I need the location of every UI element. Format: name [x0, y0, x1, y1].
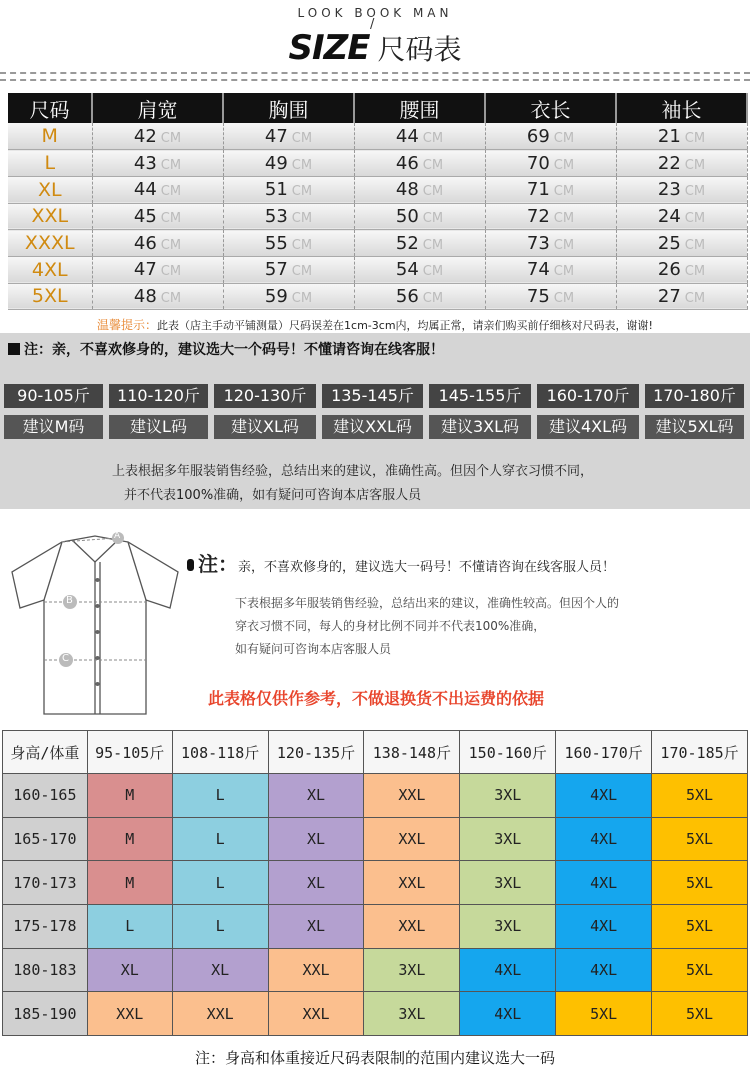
- measure-value: 72: [526, 205, 550, 227]
- measure-value: 51: [264, 179, 288, 201]
- size-cell: 4XL: [556, 774, 652, 818]
- table1-header: 胸围: [223, 93, 354, 123]
- height-range: 170-173: [3, 861, 88, 905]
- size-cell: XL: [172, 948, 268, 992]
- measure-cell: [223, 150, 354, 177]
- size-suggestion-box: 建议XL码: [214, 415, 316, 439]
- size-suggestion-box: 建议L码: [109, 415, 208, 439]
- unit-label: CM: [160, 264, 182, 280]
- measure-value: 26: [657, 259, 681, 281]
- size-cell: 3XL: [460, 774, 556, 818]
- table2-header: 150-160斤: [460, 731, 556, 774]
- unit-label: CM: [291, 130, 313, 146]
- size-cell: L: [172, 861, 268, 905]
- unit-label: CM: [684, 264, 706, 280]
- height-weight-table: [2, 730, 748, 1036]
- measure-cell: [92, 203, 223, 230]
- measure-value: 45: [133, 205, 157, 227]
- measure-cell: [485, 123, 616, 150]
- height-range: 165-170: [3, 817, 88, 861]
- measure-value: 46: [395, 152, 419, 174]
- table2-row: [3, 948, 748, 992]
- table1-row: [8, 230, 747, 257]
- note-line2: 穿衣习惯不同，每人的身材比例不同并不代表100%准确，: [235, 619, 546, 633]
- measure-value: 59: [264, 285, 288, 307]
- weight-range-box: 90-105斤: [4, 384, 103, 408]
- size-cell: 3XL: [460, 817, 556, 861]
- size-label: 4XL: [8, 256, 92, 283]
- measure-cell: [223, 283, 354, 310]
- unit-label: CM: [553, 237, 575, 253]
- table2-header: 身高/体重: [3, 731, 88, 774]
- unit-label: CM: [291, 237, 313, 253]
- size-cell: XL: [268, 905, 364, 949]
- shirt-icon: [0, 528, 190, 718]
- size-cell: XXL: [364, 861, 460, 905]
- measure-value: 57: [264, 259, 288, 281]
- table1-header: 衣长: [485, 93, 616, 123]
- measure-cell: [223, 230, 354, 257]
- measure-value: 73: [526, 232, 550, 254]
- measure-cell: [616, 150, 747, 177]
- measure-cell: [616, 230, 747, 257]
- measure-cell: [223, 176, 354, 203]
- unit-label: CM: [291, 157, 313, 173]
- unit-label: CM: [160, 237, 182, 253]
- measure-cell: [92, 230, 223, 257]
- measure-value: 49: [264, 152, 288, 174]
- weight-range-box: 120-130斤: [214, 384, 316, 408]
- measure-value: 74: [526, 259, 550, 281]
- measure-cell: [616, 176, 747, 203]
- size-cell: XXL: [87, 992, 172, 1036]
- measure-cell: [485, 203, 616, 230]
- unit-label: CM: [160, 157, 182, 173]
- measure-cell: [223, 123, 354, 150]
- weight-range-box: 160-170斤: [537, 384, 639, 408]
- table2-row: [3, 992, 748, 1036]
- measure-cell: [616, 203, 747, 230]
- divider: [0, 72, 750, 74]
- measure-cell: [92, 150, 223, 177]
- unit-label: CM: [160, 184, 182, 200]
- size-label: 5XL: [8, 283, 92, 310]
- table1-row: [8, 150, 747, 177]
- size-label: XL: [8, 176, 92, 203]
- unit-label: CM: [422, 130, 444, 146]
- unit-label: CM: [422, 290, 444, 306]
- bullet-icon: [187, 559, 194, 571]
- point-a-label: A: [114, 531, 121, 541]
- table1-row: [8, 203, 747, 230]
- size-suggestion-box: 建议M码: [4, 415, 103, 439]
- measure-cell: [485, 230, 616, 257]
- unit-label: CM: [160, 210, 182, 226]
- panel-text-line1: 上表根据多年服装销售经验，总结出来的建议，准确性高。但因个人穿衣习惯不同，: [112, 464, 594, 479]
- size-label: L: [8, 150, 92, 177]
- note-line3: 如有疑问可咨询本店客服人员: [235, 642, 392, 656]
- unit-label: CM: [422, 237, 444, 253]
- measure-value: 50: [395, 205, 419, 227]
- measure-value: 24: [657, 205, 681, 227]
- table1-header: 腰围: [354, 93, 485, 123]
- unit-label: CM: [422, 157, 444, 173]
- measure-cell: [485, 283, 616, 310]
- measure-value: 71: [526, 179, 550, 201]
- unit-label: CM: [684, 210, 706, 226]
- table2-header: 108-118斤: [172, 731, 268, 774]
- size-cell: XXL: [364, 817, 460, 861]
- size-cell: L: [172, 774, 268, 818]
- shirt-diagram: [0, 528, 190, 718]
- square-bullet-icon: [8, 343, 20, 355]
- size-cell: 5XL: [652, 817, 748, 861]
- size-suggestion-box: 建议4XL码: [537, 415, 639, 439]
- table1-header: 袖长: [616, 93, 747, 123]
- size-cell: 5XL: [652, 992, 748, 1036]
- size-cell: 5XL: [652, 774, 748, 818]
- size-cell: L: [172, 905, 268, 949]
- unit-label: CM: [553, 290, 575, 306]
- measure-value: 44: [395, 125, 419, 147]
- unit-label: CM: [553, 210, 575, 226]
- size-cell: 4XL: [556, 905, 652, 949]
- size-cell: L: [172, 817, 268, 861]
- measure-cell: [354, 256, 485, 283]
- measure-value: 25: [657, 232, 681, 254]
- unit-label: CM: [422, 210, 444, 226]
- measure-cell: [485, 256, 616, 283]
- unit-label: CM: [553, 184, 575, 200]
- unit-label: CM: [684, 290, 706, 306]
- size-suggestion-box: 建议XXL码: [322, 415, 423, 439]
- weight-range-box: 145-155斤: [429, 384, 531, 408]
- measure-value: 75: [526, 285, 550, 307]
- size-cell: 4XL: [556, 948, 652, 992]
- measure-value: 42: [133, 125, 157, 147]
- note-block: [187, 548, 615, 577]
- table2-row: [3, 861, 748, 905]
- size-cell: L: [87, 905, 172, 949]
- size-cell: XL: [268, 774, 364, 818]
- panel-text-line2: 并不代表100%准确，如有疑问可咨询本店客服人员: [124, 488, 422, 503]
- size-cell: M: [87, 861, 172, 905]
- unit-label: CM: [684, 130, 706, 146]
- measure-value: 47: [264, 125, 288, 147]
- measure-value: 47: [133, 259, 157, 281]
- measure-value: 46: [133, 232, 157, 254]
- height-range: 180-183: [3, 948, 88, 992]
- size-cell: 3XL: [460, 861, 556, 905]
- size-cell: M: [87, 774, 172, 818]
- height-range: 185-190: [3, 992, 88, 1036]
- measure-cell: [223, 203, 354, 230]
- table1-header: 肩宽: [92, 93, 223, 123]
- warm-tip-text: 此表（店主手动平铺测量）尺码误差在1cm-3cm内，均属正常，请亲们购买前仔细核对尺码表，谢谢!: [157, 319, 653, 332]
- measure-value: 69: [526, 125, 550, 147]
- size-cell: 5XL: [652, 948, 748, 992]
- size-cell: 3XL: [364, 948, 460, 992]
- note-text: 亲，不喜欢修身的，建议选大一码号！不懂请咨询在线客服人员！: [238, 560, 616, 575]
- table2-row: [3, 905, 748, 949]
- footer-note: 注：身高和体重接近尺码表限制的范围内建议选大一码: [194, 1049, 555, 1067]
- header-title: [0, 28, 750, 68]
- table2-header: 138-148斤: [364, 731, 460, 774]
- height-range: 175-178: [3, 905, 88, 949]
- size-cell: XXL: [172, 992, 268, 1036]
- measure-value: 23: [657, 179, 681, 201]
- size-cell: XL: [268, 817, 364, 861]
- measure-cell: [354, 150, 485, 177]
- measure-cell: [92, 176, 223, 203]
- unit-label: CM: [160, 290, 182, 306]
- unit-label: CM: [291, 210, 313, 226]
- table2-header: 170-185斤: [652, 731, 748, 774]
- size-cell: 3XL: [460, 905, 556, 949]
- table1-row: [8, 176, 747, 203]
- note-line1: 下表根据多年服装销售经验，总结出来的建议，准确性较高。但因个人的: [235, 596, 620, 610]
- measure-cell: [616, 283, 747, 310]
- measure-cell: [354, 283, 485, 310]
- size-label: XXXL: [8, 230, 92, 257]
- size-cell: XXL: [268, 948, 364, 992]
- measure-value: 43: [133, 152, 157, 174]
- size-cell: XXL: [364, 774, 460, 818]
- measure-cell: [354, 230, 485, 257]
- size-cell: XXL: [268, 992, 364, 1036]
- panel-note-text: 注：亲，不喜欢修身的，建议选大一个码号！不懂请咨询在线客服！: [24, 342, 444, 358]
- unit-label: CM: [553, 157, 575, 173]
- table2-header: 160-170斤: [556, 731, 652, 774]
- measure-value: 21: [657, 125, 681, 147]
- height-range: 160-165: [3, 774, 88, 818]
- measure-cell: [354, 203, 485, 230]
- measure-cell: [92, 256, 223, 283]
- measure-value: 27: [657, 285, 681, 307]
- divider: [0, 79, 750, 81]
- header-slash: /: [370, 17, 375, 32]
- size-cell: XL: [268, 861, 364, 905]
- size-label: XXL: [8, 203, 92, 230]
- measure-value: 48: [133, 285, 157, 307]
- unit-label: CM: [553, 130, 575, 146]
- measure-value: 48: [395, 179, 419, 201]
- measure-cell: [354, 176, 485, 203]
- weight-suggestion-panel: [0, 333, 750, 509]
- measure-value: 55: [264, 232, 288, 254]
- unit-label: CM: [553, 264, 575, 280]
- weight-range-box: 170-180斤: [645, 384, 744, 408]
- measure-value: 54: [395, 259, 419, 281]
- measure-cell: [92, 123, 223, 150]
- size-cell: XXL: [364, 905, 460, 949]
- table2-row: [3, 817, 748, 861]
- measure-value: 56: [395, 285, 419, 307]
- size-cell: XL: [87, 948, 172, 992]
- size-suggestion-box: 建议5XL码: [645, 415, 744, 439]
- size-cell: 4XL: [460, 948, 556, 992]
- unit-label: CM: [291, 184, 313, 200]
- unit-label: CM: [684, 157, 706, 173]
- table1-header: 尺码: [8, 93, 92, 123]
- measure-cell: [485, 176, 616, 203]
- size-suggestion-box: 建议3XL码: [429, 415, 531, 439]
- table1-row: [8, 123, 747, 150]
- unit-label: CM: [160, 130, 182, 146]
- measure-value: 22: [657, 152, 681, 174]
- table2-row: [3, 774, 748, 818]
- unit-label: CM: [291, 290, 313, 306]
- point-b-label: B: [66, 595, 73, 606]
- measure-value: 52: [395, 232, 419, 254]
- reference-disclaimer: 此表格仅供作参考，不做退换货不出运费的依据: [208, 689, 545, 708]
- note-head: 注：: [198, 552, 238, 576]
- unit-label: CM: [684, 184, 706, 200]
- warm-tip: [0, 316, 750, 333]
- size-cell: 3XL: [364, 992, 460, 1036]
- measure-value: 53: [264, 205, 288, 227]
- measure-cell: [92, 283, 223, 310]
- size-label: M: [8, 123, 92, 150]
- panel-note: [8, 339, 444, 359]
- measure-cell: [354, 123, 485, 150]
- measure-value: 70: [526, 152, 550, 174]
- unit-label: CM: [422, 264, 444, 280]
- size-cell: 5XL: [652, 905, 748, 949]
- header-tagline: LOOK BOOK MAN: [297, 6, 453, 20]
- unit-label: CM: [684, 237, 706, 253]
- weight-range-box: 110-120斤: [109, 384, 208, 408]
- table2-header: 95-105斤: [87, 731, 172, 774]
- size-cell: 4XL: [460, 992, 556, 1036]
- point-c-label: C: [62, 653, 69, 664]
- weight-range-box: 135-145斤: [322, 384, 423, 408]
- size-cell: 4XL: [556, 817, 652, 861]
- table1-row: [8, 283, 747, 310]
- size-cell: 5XL: [652, 861, 748, 905]
- size-measure-table: [8, 93, 748, 310]
- size-cell: M: [87, 817, 172, 861]
- table2-header: 120-135斤: [268, 731, 364, 774]
- size-cell: 4XL: [556, 861, 652, 905]
- measure-cell: [485, 150, 616, 177]
- measure-cell: [223, 256, 354, 283]
- measure-cell: [616, 256, 747, 283]
- size-logo: SIZE: [288, 28, 370, 68]
- size-cell: 5XL: [556, 992, 652, 1036]
- measure-value: 44: [133, 179, 157, 201]
- unit-label: CM: [422, 184, 444, 200]
- unit-label: CM: [291, 264, 313, 280]
- table1-row: [8, 256, 747, 283]
- size-chart-title: 尺码表: [377, 33, 462, 66]
- measure-cell: [616, 123, 747, 150]
- warm-tip-label: 温馨提示：: [97, 318, 158, 332]
